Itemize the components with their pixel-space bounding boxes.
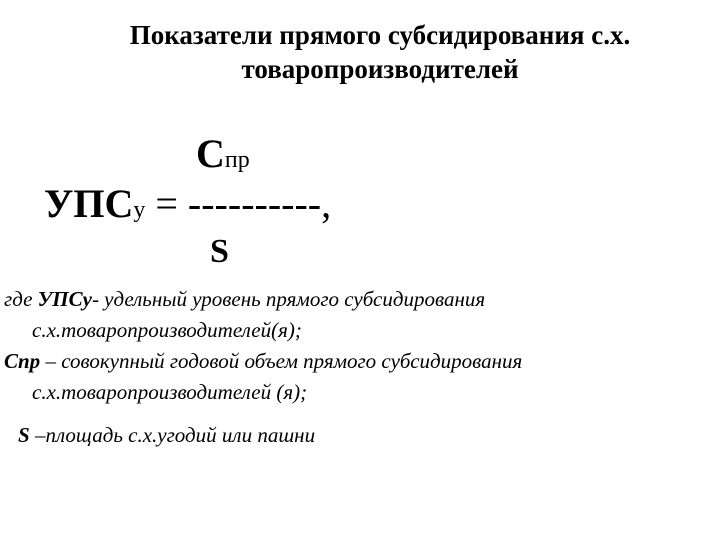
numerator-symbol: С <box>196 131 225 176</box>
formula-denominator: S <box>210 233 229 270</box>
definitions <box>4 284 716 451</box>
definition-term: УПСу <box>37 287 92 311</box>
definition-continuation: с.х.товаропроизводителей (я); <box>32 380 308 404</box>
definition-s <box>4 420 716 451</box>
definition-text: - удельный уровень прямого субсидирования <box>91 287 486 311</box>
numerator-subscript: пр <box>224 147 250 173</box>
formula-numerator <box>196 132 250 182</box>
formula <box>0 128 720 278</box>
formula-main-line <box>44 182 331 232</box>
slide-title <box>60 18 700 86</box>
definition-text: –площадь с.х.угодий или пашни <box>29 423 316 447</box>
formula-lhs <box>44 181 145 226</box>
definition-continuation: с.х.товаропроизводителей(я); <box>32 318 302 342</box>
formula-equals-dashes: = ----------, <box>145 181 332 226</box>
definition-term: Спр <box>4 349 41 373</box>
definition-prefix: где <box>4 287 38 311</box>
definition-upsu <box>4 284 716 346</box>
definition-term: S <box>18 423 30 447</box>
title-line-1: Показатели прямого субсидирования с.х. <box>129 20 631 50</box>
title-line-2: товаропроизводителей <box>241 54 519 84</box>
definition-text: – совокупный годовой объем прямого субсидирования <box>40 349 523 373</box>
lhs-subscript: у <box>133 197 146 223</box>
lhs-symbol: УПС <box>44 181 134 226</box>
definition-spr <box>4 346 716 408</box>
